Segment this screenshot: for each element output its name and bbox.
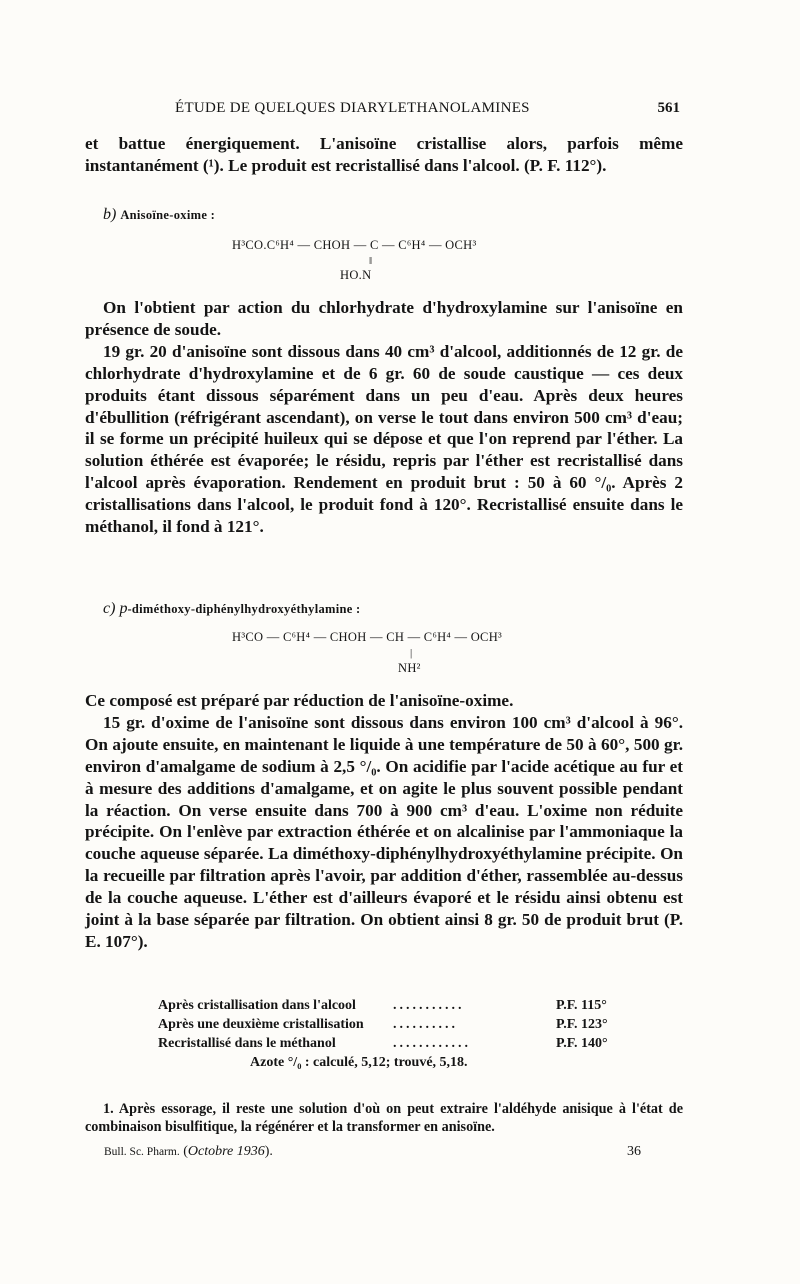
section-c-paragraph-2: 15 gr. d'oxime de l'anisoïne sont dissous dans environ 100 cm³ d'alcool à 96°. On ajoute ensuite, en maintenant le liquide à une température de 50 à 60°, 500 gr. environ d'amalgame de sodium à 2,5 °/₀. On acidifie par l'acide acétique au fur et à mesure des additions d'amalgame, et on agite le plus souvent possible pendant la réaction. On verse ensuite dans 700 à 900 cm³ d'eau. L'oxime non réduite précipite. On l'enlève par extraction éthérée et on alcalinise par l'ammoniaque la couche aqueuse séparée. La diméthoxy-diphénylhydroxyéthylamine précipite. On la recueille par filtration après l'avoir, par addition d'éther, rassemblée au-dessus de la couche aqueuse. L'éther est d'ailleurs évaporé et le résidu ainsi obtenu est joint à la base séparée par filtration. On obtient ainsi 8 gr. 50 de produit brut (P. E. 107°). (85, 712, 683, 951)
section-c-label: c) (103, 600, 116, 617)
footnote (85, 1100, 683, 1136)
results-row (158, 1036, 678, 1055)
signature-mark: 36 (627, 1144, 641, 1159)
journal-citation: Bull. Sc. Pharm. (Octobre 1936). (104, 1144, 273, 1159)
section-b-paragraph-2: 19 gr. 20 d'anisoïne sont dissous dans 40 cm³ d'alcool, additionnés de 12 gr. de chlorhydrate d'hydroxylamine et de 6 gr. 60 de soude caustique — ces deux produits étant dissous séparément dans un peu d'eau. Après deux heures d'ébullition (réfrigérant ascendant), on verse le tout dans environ 500 cm³ d'eau; il se forme un précipité huileux qui se dépose et que l'on reprend par l'éther. La solution éthérée est évaporée; le résidu, repris par l'éther est recristallisé dans l'alcool après évaporation. Rendement en produit brut : 50 à 60 °/₀. Après 2 cristallisations dans l'alcool, le produit fond à 120°. Recristallisé ensuite dans le méthanol, il fond à 121°. (85, 341, 683, 537)
results-dots: ........... (393, 998, 465, 1013)
running-header (85, 100, 680, 124)
formula-c-substituent: NH² (398, 661, 421, 675)
results-value: P.F. 115° (556, 998, 607, 1013)
results-label: Après cristallisation dans l'alcool (158, 998, 356, 1013)
intro-text: et battue énergiquement. L'anisoïne cristallise alors, parfois même instantanément (¹). Le produit est recristallisé dans l'alcool. (P. F. 112°). (85, 134, 683, 175)
formula-b-main: H³CO.C⁶H⁴ — CHOH — C — C⁶H⁴ — OCH³ (232, 238, 477, 252)
journal-abbreviation: Bull. Sc. Pharm. (104, 1146, 180, 1158)
results-dots: .......... (393, 1017, 458, 1032)
page-number: 561 (657, 100, 680, 116)
section-c-body (85, 690, 683, 953)
azote-analysis: Azote °/₀ : calculé, 5,12; trouvé, 5,18. (250, 1055, 468, 1070)
running-title: ÉTUDE DE QUELQUES DIARYLETHANOLAMINES (175, 100, 530, 116)
section-b-label: b) (103, 206, 117, 223)
footnote-text: 1. Après essorage, il reste une solution d'où on peut extraire l'aldéhyde anisique à l'état de combinaison bisulfitique, la régénérer et la transformer en anisoïne. (85, 1101, 683, 1135)
formula-c-main: H³CO — C⁶H⁴ — CHOH — CH — C⁶H⁴ — OCH³ (232, 630, 503, 644)
section-c-paragraph-1: Ce composé est préparé par réduction de l'anisoïne-oxime. (85, 691, 514, 710)
formula-c-single-bond: | (410, 647, 413, 659)
section-c-prefix: p (119, 600, 128, 617)
formula-b-double-bond: ‖ (369, 255, 373, 267)
results-table (158, 998, 678, 1070)
section-b-paragraph-1: On l'obtient par action du chlorhydrate d'hydroxylamine sur l'anisoïne en présence de soude. (85, 298, 683, 339)
results-label: Après une deuxième cristallisation (158, 1017, 364, 1032)
journal-issue: Octobre 1936 (187, 1144, 265, 1159)
results-value: P.F. 140° (556, 1036, 608, 1051)
results-value: P.F. 123° (556, 1017, 608, 1032)
section-b-body (85, 297, 683, 538)
results-dots: ............ (393, 1036, 471, 1051)
results-row (158, 1017, 678, 1036)
section-b-heading (103, 206, 215, 224)
results-row (158, 998, 678, 1017)
results-label: Recristallisé dans le méthanol (158, 1036, 336, 1051)
section-c-title: -diméthoxy-diphénylhydroxyéthylamine : (127, 602, 361, 616)
section-c-heading (103, 600, 361, 618)
formula-b-substituent: HO.N (340, 268, 372, 282)
section-b-title: Anisoïne-oxime : (120, 208, 216, 222)
intro-paragraph (85, 133, 683, 177)
